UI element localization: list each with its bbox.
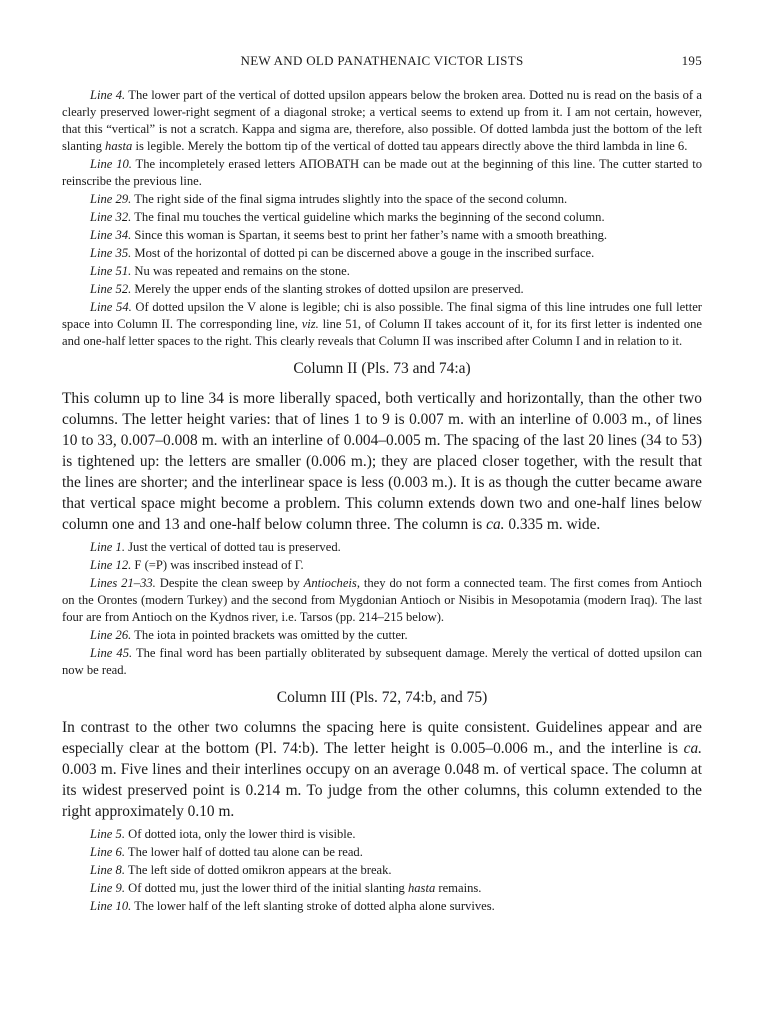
column3-note xyxy=(62,826,702,843)
column2-notes xyxy=(62,539,702,679)
note-text: F (=P) was inscribed instead of Γ. xyxy=(131,558,304,572)
column2-note xyxy=(62,575,702,626)
line-reference: Line 32. xyxy=(90,210,132,224)
note-text: The left side of dotted omikron appears at the break. xyxy=(124,863,392,877)
note-text-continued: , they do not form a connected team. The first comes from Antioch on the Orontes (modern Turkey) and the second from Mygdonian Antioch or Nisibis in Mesopotamia (modern Iraq). The last four are from Antioch on the Kydnos river, i.e. Tarsos (pp. 214–215 below). xyxy=(62,576,702,624)
column2-note xyxy=(62,557,702,574)
column1-note xyxy=(62,191,702,208)
line-reference: Line 51. xyxy=(90,264,132,278)
column2-description xyxy=(62,388,702,535)
column3-note xyxy=(62,862,702,879)
page-number: 195 xyxy=(681,53,702,68)
note-emphasis: hasta xyxy=(407,881,436,895)
note-text: The incompletely erased letters ΑΠΟΒΑΤΗ can be made out at the beginning of this line. The cutter started to reinscribe the previous line. xyxy=(62,157,702,188)
line-reference: Line 9. xyxy=(90,881,125,895)
line-reference: Line 54. xyxy=(90,300,132,314)
note-text: Nu was repeated and remains on the stone. xyxy=(131,264,350,278)
line-reference: Line 29. xyxy=(90,192,132,206)
column2-note xyxy=(62,645,702,679)
line-reference: Line 5. xyxy=(90,827,125,841)
note-text: Since this woman is Spartan, it seems best to print her father’s name with a smooth breathing. xyxy=(131,228,608,242)
page-content xyxy=(62,87,702,916)
note-text: The lower half of dotted tau alone can be read. xyxy=(124,845,363,859)
running-title: NEW AND OLD PANATHENAIC VICTOR LISTS xyxy=(240,53,524,68)
line-reference: Line 8. xyxy=(90,863,125,877)
column2-note xyxy=(62,627,702,644)
line-reference: Line 10. xyxy=(90,157,132,171)
note-text: The final mu touches the vertical guideline which marks the beginning of the second column. xyxy=(131,210,605,224)
line-reference: Line 1. xyxy=(90,540,125,554)
column3-heading: Column III (Pls. 72, 74:b, and 75) xyxy=(276,689,488,706)
note-text: Just the vertical of dotted tau is preserved. xyxy=(124,540,341,554)
note-text: Merely the upper ends of the slanting strokes of dotted upsilon are preserved. xyxy=(131,282,524,296)
column1-note xyxy=(62,227,702,244)
column3-notes xyxy=(62,826,702,915)
line-reference: Line 45. xyxy=(90,646,133,660)
note-text: The right side of the final sigma intrudes slightly into the space of the second column. xyxy=(131,192,568,206)
note-text-continued: is legible. Merely the bottom tip of the vertical of dotted tau appears directly above the third lambda in line 6. xyxy=(132,139,688,153)
note-text: The lower part of the vertical of dotted upsilon appears below the broken area. Dotted nu is read on the basis of a clearly preserved lower-right segment of a diagonal stroke; a vertical seems to extend up from it. I am not certain, however, that this “vertical” is not a scratch. Kappa and sigma are, therefore, also possible. Of dotted lambda just the bottom of the left slanting xyxy=(62,88,702,153)
note-text: Most of the horizontal of dotted pi can be discerned above a gouge in the inscribed surface. xyxy=(131,246,595,260)
column2-description-em: ca. xyxy=(486,516,505,533)
note-text-continued: remains. xyxy=(435,881,482,895)
line-reference: Line 4. xyxy=(90,88,126,102)
line-reference: Line 10. xyxy=(90,899,132,913)
column1-note xyxy=(62,156,702,190)
column2-heading: Column II (Pls. 73 and 74:a) xyxy=(293,360,471,377)
column1-note xyxy=(62,245,702,262)
note-text: The final word has been partially obliterated by subsequent damage. Merely the vertical of dotted upsilon can now be read. xyxy=(62,646,702,677)
note-text: Of dotted iota, only the lower third is visible. xyxy=(124,827,356,841)
line-reference: Line 34. xyxy=(90,228,132,242)
column1-notes xyxy=(62,87,702,350)
column1-note xyxy=(62,209,702,226)
line-reference: Line 26. xyxy=(90,628,132,642)
line-reference: Line 52. xyxy=(90,282,132,296)
column3-description-part2: 0.003 m. Five lines and their interlines occupy on an average 0.048 m. of vertical space. The column at its widest preserved point is 0.214 m. To judge from the other columns, this column extended to the right approximately 0.10 m. xyxy=(62,761,702,820)
note-text: The lower half of the left slanting stroke of dotted alpha alone survives. xyxy=(131,899,495,913)
column1-note xyxy=(62,263,702,280)
column3-description-part1: In contrast to the other two columns the spacing here is quite consistent. Guidelines appear and are especially clear at the bottom (Pl. 74:b). The letter height is 0.005–0.006 m., and the interline is xyxy=(62,719,702,757)
line-reference: Lines 21–33. xyxy=(90,576,156,590)
column2-description-part2: 0.335 m. wide. xyxy=(504,516,601,533)
column1-note xyxy=(62,87,702,155)
column3-description xyxy=(62,717,702,822)
line-reference: Line 6. xyxy=(90,845,125,859)
note-emphasis: viz. xyxy=(301,317,319,331)
note-text: Of dotted mu, just the lower third of the initial slanting xyxy=(124,881,408,895)
column3-description-em: ca. xyxy=(683,740,702,757)
column1-note xyxy=(62,281,702,298)
note-text: Despite the clean sweep by xyxy=(155,576,304,590)
note-text: The iota in pointed brackets was omitted by the cutter. xyxy=(131,628,408,642)
column2-description-part1: This column up to line 34 is more liberally spaced, both vertically and horizontally, than the other two columns. The letter height varies: that of lines 1 to 9 is 0.007 m. with an interline of 0.003 m., of lines 10 to 33, 0.007–0.008 m. with an interline of 0.004–0.005 m. The spacing of the last 20 lines (34 to 53) is tightened up: the letters are smaller (0.006 m.); they are placed closer together, with the result that the lines are shorter; and the interlinear space is less (0.003 m.). It is as though the cutter became aware that vertical space might become a problem. This column extends down two and one-half lines below column one and 13 and one-half below column three. The column is xyxy=(62,390,702,533)
column1-note xyxy=(62,299,702,350)
note-emphasis: Antiocheis xyxy=(303,576,357,590)
line-reference: Line 12. xyxy=(90,558,132,572)
note-emphasis: hasta xyxy=(105,139,133,153)
column2-note xyxy=(62,539,702,556)
column3-note xyxy=(62,898,702,915)
note-text: Of dotted upsilon the V alone is legible; chi is also possible. The final sigma of this line intrudes one full letter space into Column II. The corresponding line, xyxy=(62,300,702,331)
line-reference: Line 35. xyxy=(90,246,132,260)
column3-note xyxy=(62,844,702,861)
note-text-continued: line 51, of Column II takes account of it, for its first letter is indented one and one-half letter spaces to the right. This clearly reveals that Column II was inscribed after Column I and in relation to it. xyxy=(62,317,703,348)
column3-note xyxy=(62,880,702,897)
